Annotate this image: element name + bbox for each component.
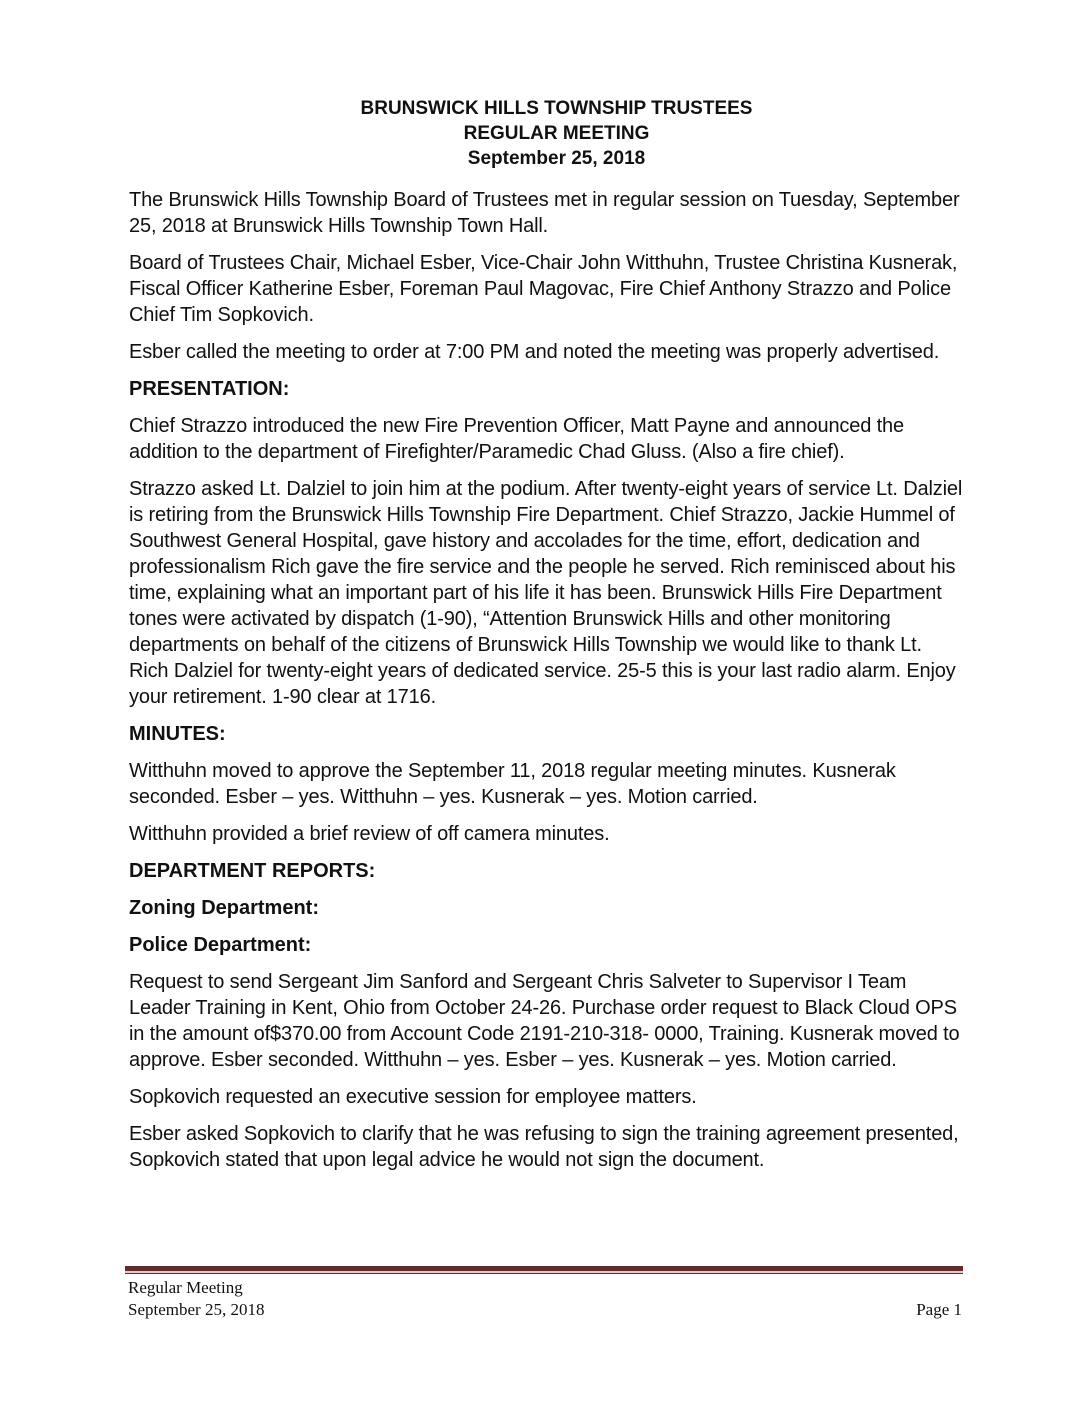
minutes-paragraph: Witthuhn provided a brief review of off camera minutes. xyxy=(129,823,610,845)
presentation-heading: PRESENTATION: xyxy=(129,378,290,400)
footer-meeting-type: Regular Meeting xyxy=(128,1278,243,1297)
presentation-paragraph: Strazzo asked Lt. Dalziel to join him at the podium. After twenty-eight years of service Lt. Dalziel is retiring from the Brunswick Hills Township Fire Department. Chief Strazzo, Jackie Hummel of Southwest General Hospital, gave history and accolades for the time, effort, dedication and professionalism Rich gave the fire service and the people he served. Rich reminisced about his time, explaining what an important part of his life it has been. Brunswick Hills Fire Department tones were activated by dispatch (1-90), “Attention Brunswick Hills and other monitoring departments on behalf of the citizens of Brunswick Hills Township we would like to thank Lt. Rich Dalziel for twenty-eight years of dedicated service. 25-5 this is your last radio alarm. Enjoy your retirement. 1-90 clear at 1716. xyxy=(129,478,963,708)
page-footer xyxy=(128,1277,962,1321)
minutes-heading: MINUTES: xyxy=(129,723,226,745)
presentation-paragraph: Chief Strazzo introduced the new Fire Prevention Officer, Matt Payne and announced the addition to the department of Firefighter/Paramedic Chad Gluss. (Also a fire chief). xyxy=(129,415,904,463)
document-body xyxy=(129,96,964,1184)
township-title: BRUNSWICK HILLS TOWNSHIP TRUSTEES xyxy=(360,98,753,119)
call-to-order-paragraph: Esber called the meeting to order at 7:00 PM and noted the meeting was properly advertised. xyxy=(129,341,940,363)
minutes-paragraph: Witthuhn moved to approve the September 11, 2018 regular meeting minutes. Kusnerak seconded. Esber – yes. Witthuhn – yes. Kusnerak – yes. Motion carried. xyxy=(129,760,896,808)
meeting-date: September 25, 2018 xyxy=(467,148,646,169)
footer-divider xyxy=(125,1266,963,1274)
police-paragraph: Sopkovich requested an executive session for employee matters. xyxy=(129,1086,697,1108)
page-number: Page 1 xyxy=(916,1300,962,1319)
department-reports-heading: DEPARTMENT REPORTS: xyxy=(129,860,376,882)
meeting-type: REGULAR MEETING xyxy=(463,123,650,144)
zoning-department-heading: Zoning Department: xyxy=(129,897,319,919)
footer-date: September 25, 2018 xyxy=(128,1300,265,1319)
intro-paragraph: The Brunswick Hills Township Board of Trustees met in regular session on Tuesday, September 25, 2018 at Brunswick Hills Township Town Hall. xyxy=(129,189,960,237)
police-paragraph: Request to send Sergeant Jim Sanford and Sergeant Chris Salveter to Supervisor I Team Leader Training in Kent, Ohio from October 24-26. Purchase order request to Black Cloud OPS in the amount of$370.00 from Account Code 2191-210-318- 0000, Training. Kusnerak moved to approve. Esber seconded. Witthuhn – yes. Esber – yes. Kusnerak – yes. Motion carried. xyxy=(129,971,960,1071)
police-department-heading: Police Department: xyxy=(129,934,312,956)
police-paragraph: Esber asked Sopkovich to clarify that he was refusing to sign the training agreement presented, Sopkovich stated that upon legal advice he would not sign the document. xyxy=(129,1123,959,1171)
document-header xyxy=(129,96,964,171)
attendance-paragraph: Board of Trustees Chair, Michael Esber, Vice-Chair John Witthuhn, Trustee Christina Kusnerak, Fiscal Officer Katherine Esber, Foreman Paul Magovac, Fire Chief Anthony Strazzo and Police Chief Tim Sopkovich. xyxy=(129,252,958,326)
